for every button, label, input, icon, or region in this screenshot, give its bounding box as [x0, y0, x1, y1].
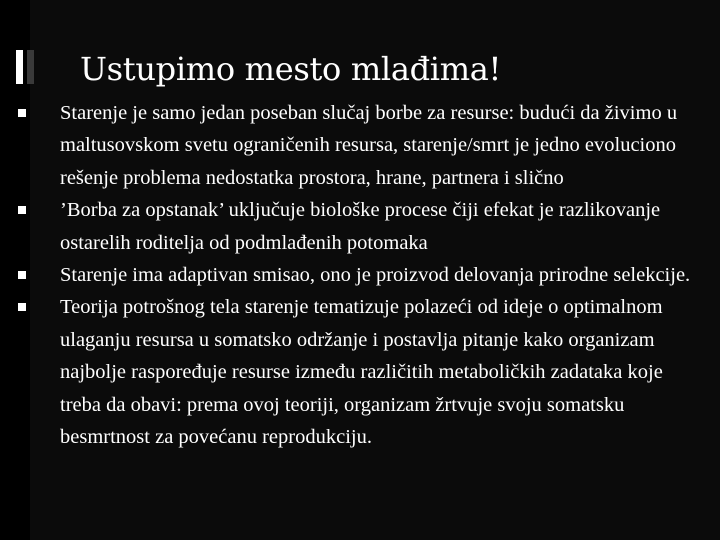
bullet-text: Starenje ima adaptivan smisao, ono je proizvod delovanja prirodne selekcije. — [60, 264, 691, 287]
bullet-text: Starenje je samo jedan poseban slučaj borbe za resurse: budući da živimo u maltusovskom svetu ograničenih resursa, starenje/smrt je jedno evoluciono rešenje problema nedostatka prostora, hrane, partnera i slično — [60, 102, 678, 189]
bullet-item — [18, 97, 698, 194]
square-bullet-icon — [18, 303, 26, 311]
bullet-text: Teorija potrošnog tela starenje tematizuje polazeći od ideje o optimalnom ulaganju resursa u somatsko održanje i postavlja pitanje kako organizam najbolje raspoređuje resurse između različitih metaboličkih zadataka koje treba da obavi: prema ovoj teoriji, organizam žrtvuje svoju somatsku besmrtnost za povećanu reprodukciju. — [60, 296, 663, 449]
square-bullet-icon — [18, 109, 26, 117]
title-accent-bar — [16, 50, 23, 84]
title-accent-bar-secondary — [27, 50, 34, 84]
slide-title: Ustupimo mesto mlađima! — [80, 50, 502, 88]
bullet-item — [18, 259, 698, 291]
bullet-text: ’Borba za opstanak’ uključuje biološke procese čiji efekat je razlikovanje ostarelih roditelja od podmlađenih potomaka — [60, 199, 661, 254]
square-bullet-icon — [18, 271, 26, 279]
bullet-item — [18, 194, 698, 259]
bullet-item — [18, 291, 698, 453]
bullet-list — [18, 97, 698, 453]
square-bullet-icon — [18, 206, 26, 214]
